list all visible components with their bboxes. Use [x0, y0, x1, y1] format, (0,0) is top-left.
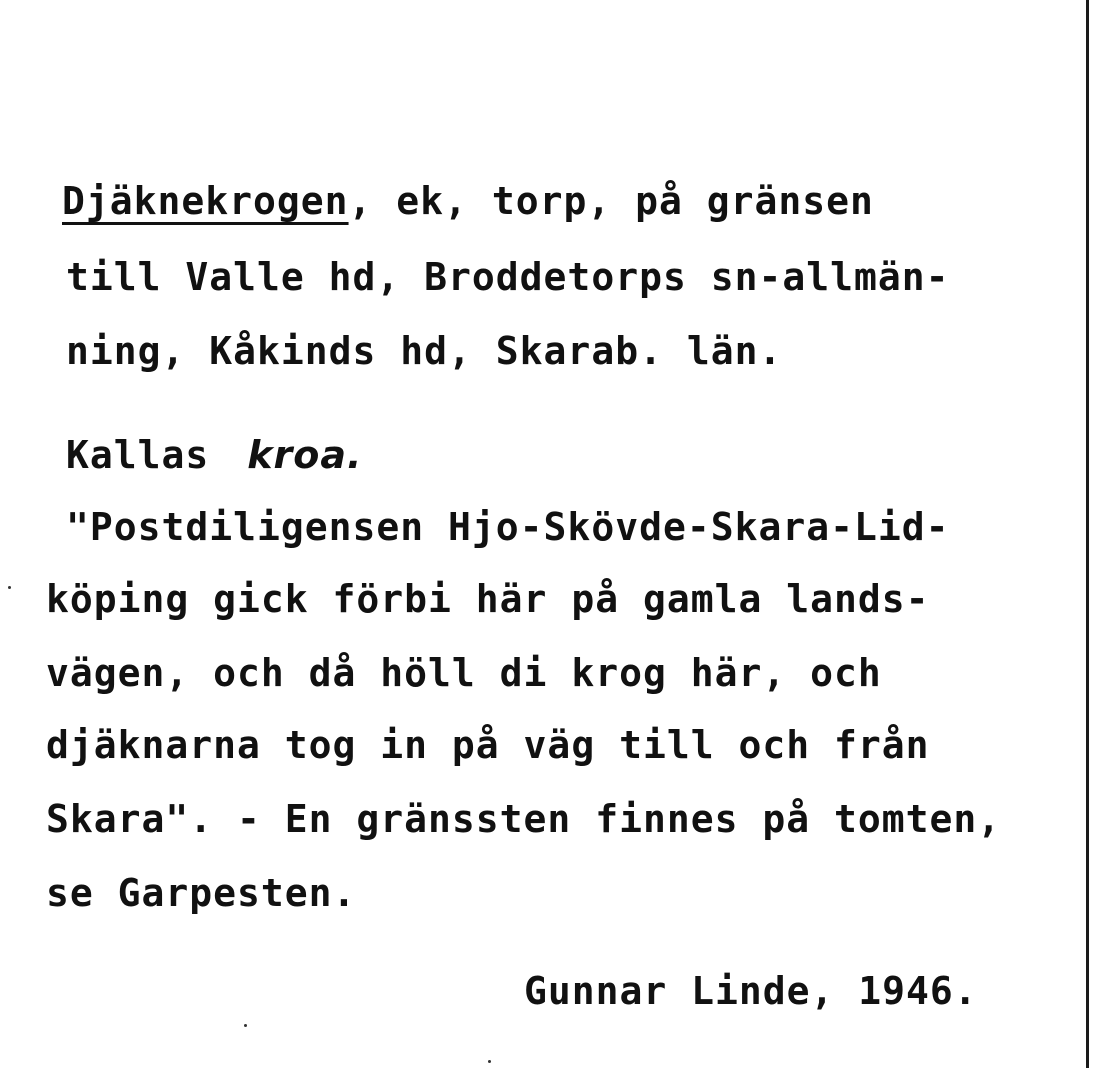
quote-line-1: "Postdiligensen Hjo-Skövde-Skara-Lid- — [66, 505, 950, 549]
paper-speck — [244, 1024, 247, 1027]
entry-line-3: ning, Kåkinds hd, Skarab. län. — [66, 329, 783, 373]
entry-line-1-text: , ek, torp, på gränsen — [348, 179, 874, 223]
quote-line-5: Skara". - En gränssten finnes på tomten, — [46, 797, 1002, 841]
paper-speck — [8, 586, 11, 589]
quote-line-2: köping gick förbi här på gamla lands- — [46, 577, 930, 621]
paper-speck — [488, 1060, 491, 1063]
signature: Gunnar Linde, 1946. — [524, 969, 978, 1013]
headword: Djäknekrogen — [62, 179, 349, 223]
entry-line-1 — [62, 178, 874, 224]
handwritten-note: kroa. — [247, 433, 363, 477]
quote-line-4: djäknarna tog in på väg till och från — [46, 723, 930, 767]
entry-line-2: till Valle hd, Broddetorps sn-allmän- — [66, 255, 950, 299]
card-edge-line — [1086, 0, 1089, 1068]
kallas-label: Kallas — [66, 433, 210, 477]
quote-line-3: vägen, och då höll di krog här, och — [46, 651, 882, 695]
entry-line-4 — [66, 432, 362, 478]
quote-line-6: se Garpesten. — [46, 871, 357, 915]
